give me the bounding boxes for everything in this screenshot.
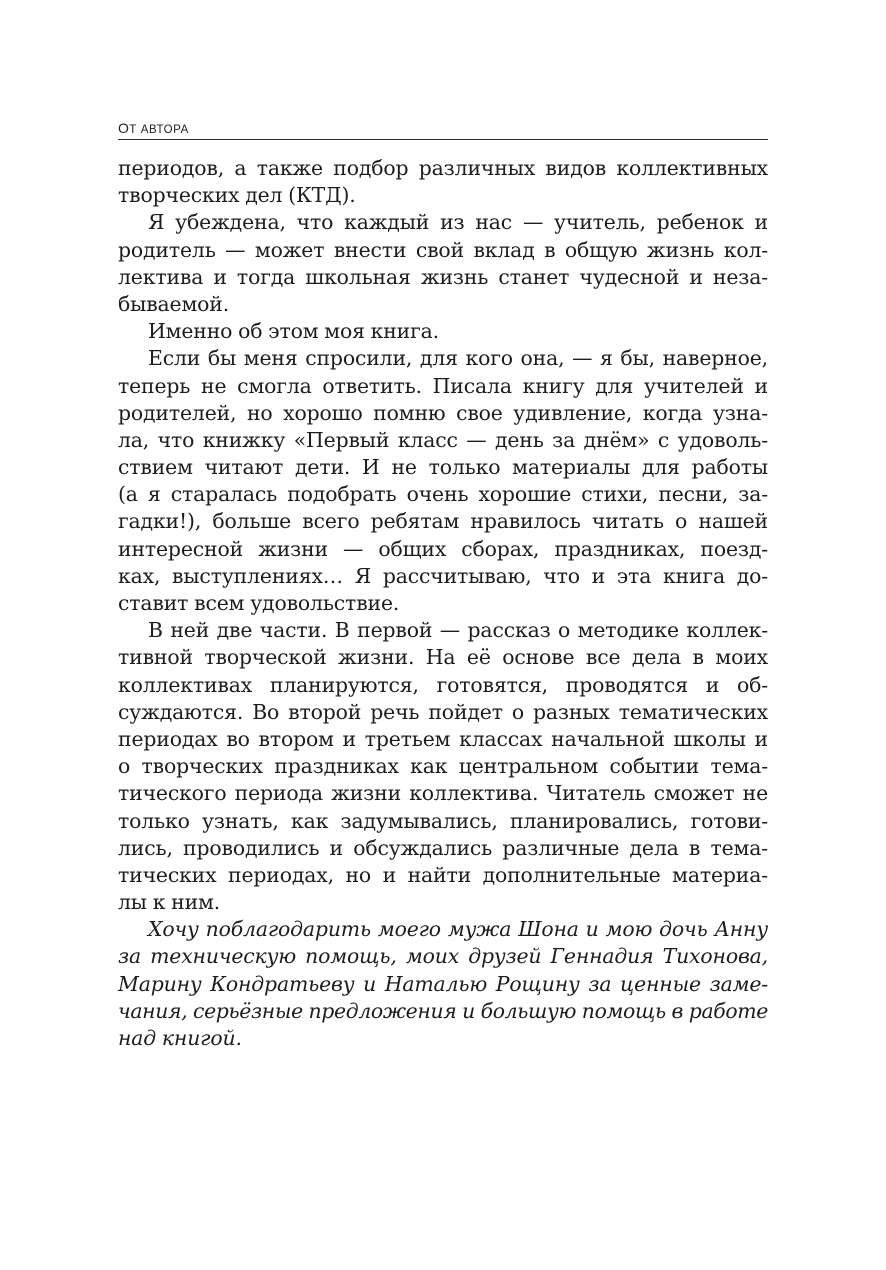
text-line: бываемой. (118, 291, 230, 316)
text-line: ставит всем удовольствие. (118, 591, 400, 615)
text-line: тических периодах, но и найти дополнительные материа- (118, 862, 768, 887)
text-line: суждаются. Во второй речь пойдет о разных тематических (118, 699, 768, 724)
text-line: ках, выступлениях… Я рассчитываю, что и эта книга до- (118, 563, 768, 588)
text-line-italic: Хочу поблагодарить моего мужа Шона и мою дочь Анну (148, 917, 768, 942)
text-line: о творческих праздниках как центральном событии тема- (118, 754, 768, 779)
text-line-italic: за техническую помощь, моих друзей Геннадия Тихонова, (118, 944, 768, 969)
text-line: Я убеждена, что каждый из нас — учитель, ребенок и (148, 210, 768, 235)
running-head (118, 119, 189, 139)
text-line: В ней две части. В первой — рассказ о методике коллек- (148, 618, 768, 643)
text-line: лектива и тогда школьная жизнь станет чудесной и неза- (118, 264, 768, 289)
text-line: периодах во втором и третьем классах начальной школы и (118, 726, 768, 751)
text-line: лись, проводились и обсуждались различные дела в тема- (118, 835, 768, 860)
text-line: родителей, но хорошо помню свое удивление, когда узна- (118, 400, 768, 425)
text-line: тивной творческой жизни. На её основе все дела в моих (118, 645, 768, 670)
text-line-italic: чания, серьёзные предложения и большую помощь в работе (118, 998, 768, 1023)
text-line: Именно об этом моя книга. (148, 319, 439, 344)
header-rule (118, 139, 768, 140)
text-line: тического периода жизни коллектива. Читатель сможет не (118, 781, 768, 806)
text-line: только узнать, как задумывались, планировались, готови- (118, 808, 768, 833)
text-line: родитель — может внести свой вклад в общую жизнь кол- (118, 237, 768, 262)
text-line: ствием читают дети. И не только материалы для работы (118, 455, 768, 480)
text-line: теперь не смогла ответить. Писала книгу для учителей и (118, 373, 768, 398)
text-line: коллективах планируются, готовятся, проводятся и об- (118, 672, 768, 697)
text-line: гадки!), больше всего ребятам нравилось читать о нашей (118, 509, 768, 534)
text-line: творческих дел (КТД). (118, 183, 356, 208)
text-line: лы к ним. (118, 890, 221, 915)
text-line: Если бы меня спросили, для кого она, — я бы, наверное, (148, 346, 768, 371)
text-line: периодов, а также подбор различных видов коллективных (118, 156, 768, 180)
text-line: (а я старалась подобрать очень хорошие стихи, песни, за- (118, 482, 768, 507)
text-line-italic: Марину Кондратьеву и Наталью Рощину за ценные заме- (118, 971, 768, 996)
text-line: интересной жизни — общих сборах, праздниках, поезд- (118, 536, 768, 561)
running-head-initial: О (118, 120, 130, 136)
text-line-italic: над книгой. (118, 1026, 242, 1050)
body-text (118, 155, 768, 1052)
text-line: ла, что книжку «Первый класс — день за днём» с удоволь- (118, 427, 768, 452)
running-head-rest: Т АВТОРА (129, 124, 189, 136)
